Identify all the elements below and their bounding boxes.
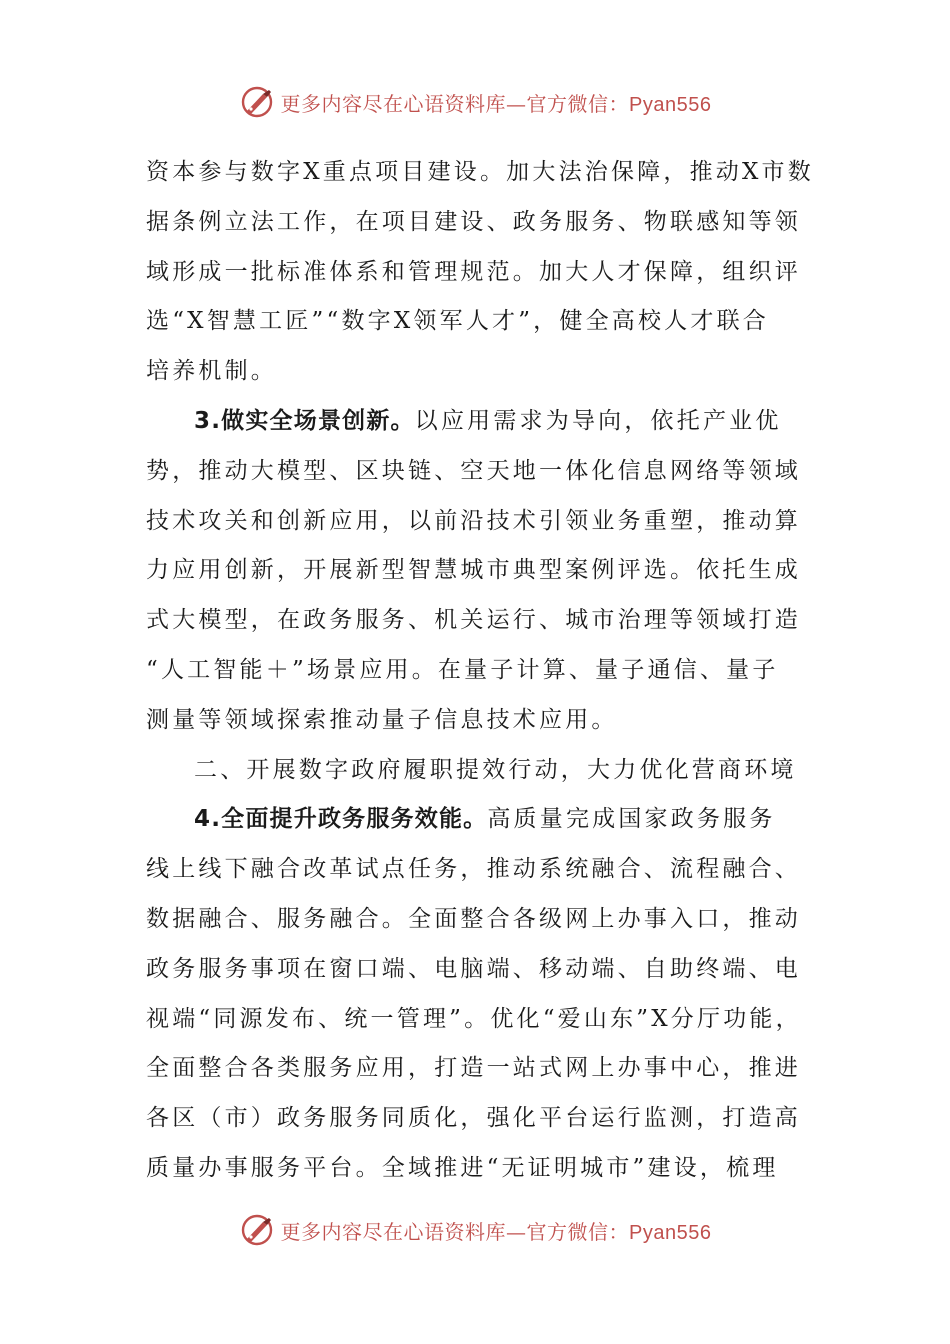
text-line: 技术攻关和创新应用，以前沿技术引领业务重塑，推动算 [146,507,801,534]
text-run: 高质量完成国家政务服务 [487,806,776,833]
chapter-heading: 二、开展数字政府履职提效行动，大力优化营商环境 [194,756,797,783]
text-line: 资本参与数字X重点项目建设。加大法治保障，推动X市数 [146,159,814,185]
section-4-paragraph-start [146,795,826,845]
text-line: “人工智能＋”场景应用。在量子计算、量子通信、量子 [146,656,779,683]
text-line: 选“X智慧工匠”“数字X领军人才”，健全高校人才联合 [146,308,769,335]
text-line: 质量办事服务平台。全域推进“无证明城市”建设，梳理 [146,1154,779,1181]
text-line: 全面整合各类服务应用，打造一站式网上办事中心，推进 [146,1055,801,1082]
text-line: 线上线下融合改革试点任务，推动系统融合、流程融合、 [146,856,801,883]
text-line: 测量等领域探索推动量子信息技术应用。 [146,706,618,733]
text-line: 势，推动大模型、区块链、空天地一体化信息网络等领域 [146,457,801,484]
pen-nib-logo-icon [239,84,275,120]
header-watermark [0,82,950,122]
text-line: 数据融合、服务融合。全面整合各级网上办事入口，推动 [146,905,801,932]
watermark-text: 更多内容尽在心语资料库—官方微信：Pyan556 [280,1219,712,1244]
section-3-paragraph-start [146,397,826,447]
text-line: 域形成一批标准体系和管理规范。加大人才保障，组织评 [146,258,801,285]
footer-watermark [0,1210,950,1250]
watermark-text: 更多内容尽在心语资料库—官方微信：Pyan556 [280,91,712,116]
document-body [146,148,826,1194]
text-line: 视端“同源发布、统一管理”。优化“爱山东”X分厅功能， [146,1005,802,1032]
text-line: 力应用创新，开展新型智慧城市典型案例评选。依托生成 [146,557,801,584]
text-run: 以应用需求为导向，依托产业优 [414,407,782,434]
section-4-heading: 4.全面提升政务服务效能。 [194,806,488,833]
text-line: 式大模型，在政务服务、机关运行、城市治理等领域打造 [146,607,801,634]
section-3-heading: 3.做实全场景创新。 [194,407,415,434]
pen-nib-logo-icon [239,1212,275,1248]
text-line: 政务服务事项在窗口端、电脑端、移动端、自助终端、电 [146,955,801,982]
text-line: 各区（市）政务服务同质化，强化平台运行监测，打造高 [146,1105,801,1132]
text-line: 培养机制。 [146,358,277,385]
text-line: 据条例立法工作，在项目建设、政务服务、物联感知等领 [146,208,801,235]
